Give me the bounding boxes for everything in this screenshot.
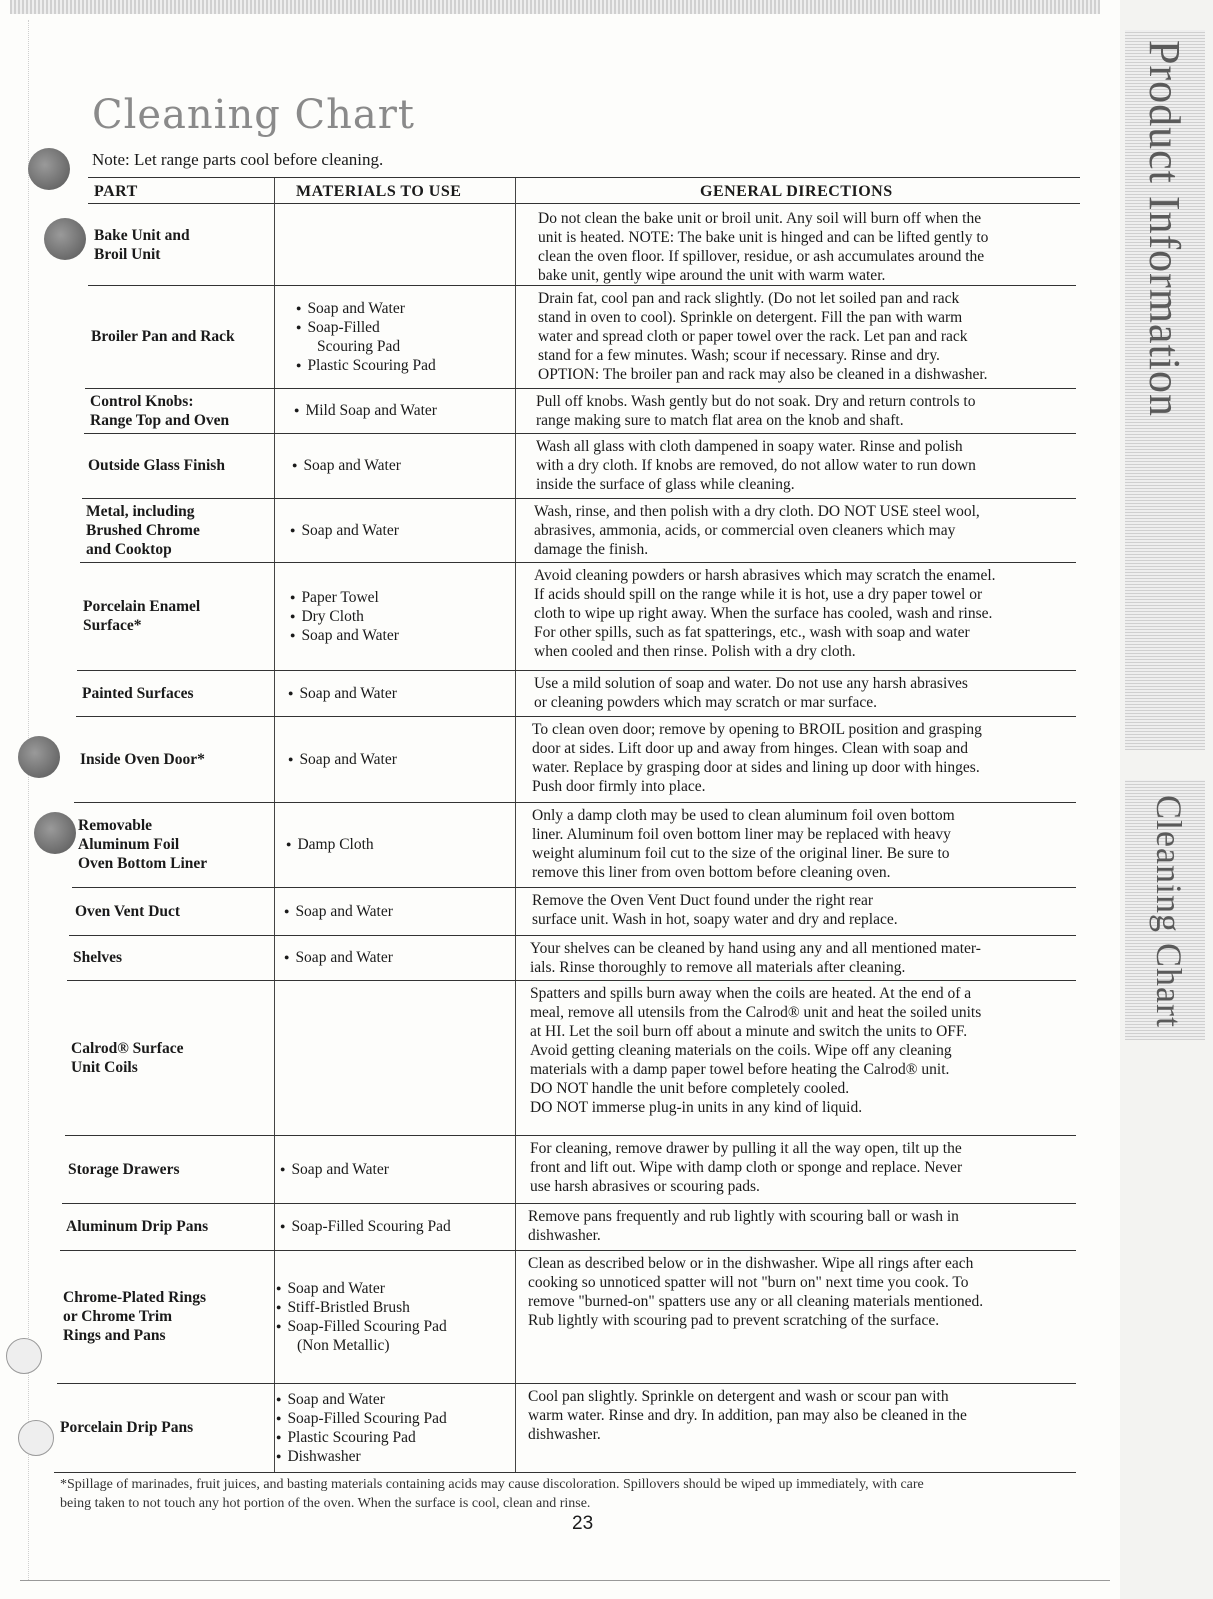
directions-text-line: clean the oven floor. If spillover, residue, or ash accumulates around the: [538, 248, 985, 265]
directions-text-line: damage the finish.: [534, 541, 649, 558]
directions-text-line: or cleaning powders which may scratch or mar surface.: [534, 694, 878, 711]
part-name: [83, 597, 200, 635]
part-name-line: Shelves: [73, 949, 123, 966]
directions-text-line: Your shelves can be cleaned by hand using any and all mentioned mater-: [530, 940, 981, 957]
directions-text: [532, 806, 955, 882]
part-name: [82, 684, 194, 703]
header-top-rule: [88, 177, 1080, 178]
part-name-line: Surface*: [83, 617, 142, 634]
note-text: Note: Let range parts cool before cleaning.: [92, 150, 384, 169]
directions-text-line: bake unit, gently wipe around the unit with warm water.: [538, 267, 886, 284]
directions-text: [538, 209, 988, 285]
directions-text: [534, 502, 980, 559]
directions-text: [530, 1139, 962, 1196]
row-divider: [67, 980, 1076, 981]
directions-text: [532, 891, 898, 929]
header-materials: MATERIALS TO USE: [296, 183, 462, 200]
directions-text-line: door at sides. Lift door up and away from hinges. Clean with soap and: [532, 740, 969, 757]
row-divider: [72, 887, 1076, 888]
materials-list: [280, 1217, 451, 1236]
directions-text-line: cloth to wipe up right away. When the surface has cooled, wash and rinse.: [534, 605, 993, 622]
directions-text-line: at HI. Let the soil burn off about a minute and switch the units to OFF.: [530, 1023, 968, 1040]
part-name-line: Broil Unit: [94, 246, 161, 263]
row-divider: [85, 388, 1076, 389]
part-name-line: or Chrome Trim: [63, 1308, 173, 1325]
directions-text: [530, 984, 981, 1117]
part-name: [66, 1217, 208, 1236]
directions-text-line: For other spills, such as fat spatterings, etc., wash with soap and water: [534, 624, 970, 641]
materials-list: [290, 521, 399, 540]
directions-text: [534, 674, 968, 712]
materials-list: [296, 299, 436, 375]
materials-list-line: ● Paper Towel: [290, 588, 399, 607]
row-divider: [84, 433, 1076, 434]
directions-text-line: remove "burned-on" spatters use any or all cleaning materials mentioned.: [528, 1293, 984, 1310]
directions-text-line: dishwasher.: [528, 1227, 601, 1244]
materials-list-line: ● Soap and Water: [292, 456, 401, 475]
directions-text-line: Cool pan slightly. Sprinkle on detergent and wash or scour pan with: [528, 1388, 949, 1405]
page-marker-dot: [28, 148, 70, 190]
directions-text: [538, 289, 988, 384]
directions-text-line: inside the surface of glass while cleaning.: [536, 476, 795, 493]
directions-text-line: stand in oven to cool). Sprinkle on detergent. Fill the pan with warm: [538, 309, 963, 326]
materials-list: [276, 1390, 447, 1466]
directions-text: [536, 392, 975, 430]
materials-list: [290, 588, 399, 645]
materials-list-line: ● Mild Soap and Water: [294, 401, 437, 420]
row-divider: [57, 1383, 1076, 1384]
materials-list-line: ● Soap and Water: [290, 626, 399, 645]
directions-text-line: DO NOT immerse plug-in units in any kind of liquid.: [530, 1099, 863, 1116]
directions-text-line: For cleaning, remove drawer by pulling it all the way open, tilt up the: [530, 1140, 962, 1157]
footnote-line: being taken to not touch any hot portion of the oven. When the surface is cool, clean and rinse.: [60, 1496, 591, 1511]
row-divider: [62, 1203, 1076, 1204]
directions-text-line: To clean oven door; remove by opening to BROIL position and grasping: [532, 721, 982, 738]
part-name-line: Oven Vent Duct: [75, 902, 181, 920]
materials-list-line: ● Soap and Water: [296, 299, 436, 318]
materials-list: [292, 456, 401, 475]
materials-list-line: ● Plastic Scouring Pad: [276, 1428, 447, 1447]
column-divider-1: [274, 178, 275, 1473]
directions-text-line: Wash all glass with cloth dampened in soapy water. Rinse and polish: [536, 438, 963, 455]
side-tab-product-info-label: Product Information: [1140, 40, 1189, 418]
page-number: 23: [572, 1513, 594, 1534]
materials-list-line: ● Soap and Water: [276, 1279, 447, 1298]
scan-top-border: [10, 0, 1100, 14]
part-name-line: Calrod® Surface: [71, 1039, 184, 1057]
part-name-line: Broiler Pan and Rack: [91, 328, 235, 345]
part-name-line: Brushed Chrome: [86, 521, 200, 539]
directions-text-line: warm water. Rinse and dry. In addition, pan may also be cleaned in the: [528, 1407, 967, 1424]
materials-list-line: (Non Metallic): [297, 1336, 390, 1354]
part-name: [60, 1418, 193, 1437]
directions-text-line: abrasives, ammonia, acids, or commercial oven cleaners which may: [534, 522, 956, 539]
directions-text-line: Do not clean the bake unit or broil unit. Any soil will burn off when the: [538, 210, 982, 227]
directions-text-line: Push door firmly into place.: [532, 778, 706, 795]
part-name-line: Inside Oven Door*: [80, 750, 205, 768]
part-name: [90, 392, 229, 430]
binder-hole: [18, 1420, 54, 1456]
row-marker-dot: [18, 736, 60, 778]
row-marker-dot: [34, 812, 76, 854]
part-name: [63, 1288, 206, 1345]
part-name-line: Outside Glass Finish: [88, 457, 225, 474]
part-name-line: Chrome-Plated Rings: [63, 1289, 207, 1306]
directions-text-line: Wash, rinse, and then polish with a dry cloth. DO NOT USE steel wool,: [534, 503, 980, 520]
materials-list: [280, 1160, 389, 1179]
materials-list-line: ● Dry Cloth: [290, 607, 399, 626]
row-divider: [54, 1472, 1076, 1473]
part-name-line: Painted Surfaces: [82, 684, 194, 702]
directions-text-line: Spatters and spills burn away when the coils are heated. At the end of a: [530, 985, 972, 1002]
directions-text-line: Remove the Oven Vent Duct found under the right rear: [532, 892, 874, 909]
materials-list-line: ● Dishwasher: [276, 1447, 447, 1466]
header-part: PART: [94, 183, 138, 200]
part-name-line: Porcelain Drip Pans: [60, 1419, 194, 1436]
column-divider-2: [515, 178, 516, 1473]
materials-list-line: ● Soap-Filled Scouring Pad: [280, 1217, 451, 1236]
materials-list-line: ● Soap and Water: [280, 1160, 389, 1179]
part-name-line: Aluminum Drip Pans: [66, 1218, 209, 1235]
materials-list: [288, 684, 397, 703]
part-name-line: Control Knobs:: [90, 392, 194, 410]
part-name: [88, 456, 225, 475]
part-name: [86, 502, 200, 559]
part-name: [73, 948, 122, 967]
directions-text: [532, 720, 982, 796]
directions-text-line: Rub lightly with scouring pad to prevent scratching of the surface.: [528, 1312, 940, 1329]
materials-list: [294, 401, 437, 420]
directions-text-line: ials. Rinse thoroughly to remove all materials after cleaning.: [530, 959, 906, 976]
row-divider: [65, 1135, 1076, 1136]
materials-list-line: ● Soap-Filled: [296, 318, 436, 337]
materials-list: [284, 902, 393, 921]
materials-list-line: ● Soap and Water: [284, 948, 393, 967]
row-divider: [82, 498, 1076, 499]
directions-text-line: Avoid cleaning powders or harsh abrasives which may scratch the enamel.: [534, 567, 996, 584]
materials-list-line: ● Soap and Water: [290, 521, 399, 540]
part-name: [94, 226, 190, 264]
side-tab-cleaning-chart-label: Cleaning Chart: [1149, 795, 1189, 1028]
directions-text-line: materials with a damp paper towel before heating the Calrod® unit.: [530, 1061, 950, 1078]
directions-text-line: water. Replace by grasping door at sides and lining up door with hinges.: [532, 759, 980, 776]
directions-text-line: weight aluminum foil cut to the size of the original liner. Be sure to: [532, 845, 950, 862]
directions-text: [528, 1207, 959, 1245]
directions-text-line: Remove pans frequently and rub lightly with scouring ball or wash in: [528, 1208, 959, 1225]
part-name-line: Rings and Pans: [63, 1327, 166, 1344]
directions-text: [528, 1254, 983, 1330]
directions-text-line: If acids should spill on the range while it is hot, use a dry paper towel or: [534, 586, 983, 603]
directions-text-line: with a dry cloth. If knobs are removed, do not allow water to run down: [536, 457, 976, 474]
directions-text-line: remove this liner from oven bottom before cleaning oven.: [532, 864, 891, 881]
directions-text-line: OPTION: The broiler pan and rack may also be cleaned in a dishwasher.: [538, 366, 988, 383]
directions-text: [536, 437, 976, 494]
materials-list-line: ● Soap and Water: [288, 684, 397, 703]
materials-list-line: ● Soap and Water: [288, 750, 397, 769]
row-divider: [77, 670, 1076, 671]
materials-list-line: ● Soap-Filled Scouring Pad: [276, 1409, 447, 1428]
materials-list: [288, 750, 397, 769]
part-name-line: Range Top and Oven: [90, 411, 230, 429]
part-name-line: Aluminum Foil: [78, 836, 180, 853]
materials-list: [276, 1279, 447, 1355]
directions-text-line: unit is heated. NOTE: The bake unit is hinged and can be lifted gently to: [538, 229, 989, 246]
directions-text-line: surface unit. Wash in hot, soapy water and dry and replace.: [532, 911, 898, 928]
materials-list-line: Scouring Pad: [317, 337, 401, 355]
part-name-line: Unit Coils: [71, 1058, 138, 1076]
directions-text-line: dishwasher.: [528, 1426, 601, 1443]
row-divider: [76, 716, 1076, 717]
directions-text-line: Avoid getting cleaning materials on the coils. Wipe off any cleaning: [530, 1042, 952, 1059]
row-divider: [74, 802, 1076, 803]
part-name: [75, 902, 180, 921]
row-divider: [69, 935, 1076, 936]
materials-list: [286, 835, 374, 854]
directions-text: [534, 566, 996, 661]
directions-text-line: liner. Aluminum foil oven bottom liner may be replaced with heavy: [532, 826, 951, 843]
footnote: [60, 1475, 924, 1513]
directions-text-line: Use a mild solution of soap and water. Do not use any harsh abrasives: [534, 675, 968, 692]
part-name-line: Oven Bottom Liner: [78, 855, 208, 872]
footnote-line: *Spillage of marinades, fruit juices, and basting materials containing acids may cause discoloration. Spillovers should be wiped up immediately, with care: [60, 1477, 924, 1492]
directions-text-line: meal, remove all utensils from the Calrod® unit and heat the soiled units: [530, 1004, 982, 1021]
row-marker-dot: [44, 218, 86, 260]
materials-list-line: ● Soap and Water: [284, 902, 393, 921]
row-divider: [80, 562, 1076, 563]
directions-text: [530, 939, 981, 977]
part-name-line: Removable: [78, 817, 153, 834]
materials-list-line: ● Soap-Filled Scouring Pad: [276, 1317, 447, 1336]
directions-text-line: use harsh abrasives or scouring pads.: [530, 1178, 760, 1195]
materials-list-line: ● Plastic Scouring Pad: [296, 356, 436, 375]
directions-text-line: DO NOT handle the unit before completely cooled.: [530, 1080, 850, 1097]
directions-text-line: stand for a few minutes. Wash; scour if necessary. Rinse and dry.: [538, 347, 940, 364]
directions-text-line: water and spread cloth or paper towel over the rack. Let pan and rack: [538, 328, 968, 345]
part-name: [78, 816, 207, 873]
part-name: [91, 327, 235, 346]
part-name: [71, 1039, 183, 1077]
materials-list-line: ● Damp Cloth: [286, 835, 374, 854]
directions-text-line: when cooled and then rinse. Polish with a dry cloth.: [534, 643, 856, 660]
part-name-line: Porcelain Enamel: [83, 598, 201, 615]
materials-list: [284, 948, 393, 967]
directions-text-line: Only a damp cloth may be used to clean aluminum foil oven bottom: [532, 807, 955, 824]
directions-text-line: Clean as described below or in the dishwasher. Wipe all rings after each: [528, 1255, 974, 1272]
binder-hole: [6, 1338, 42, 1374]
directions-text-line: Pull off knobs. Wash gently but do not soak. Dry and return controls to: [536, 393, 976, 410]
page-title: Cleaning Chart: [92, 92, 415, 138]
part-name-line: Storage Drawers: [68, 1160, 180, 1178]
directions-text-line: front and lift out. Wipe with damp cloth or sponge and replace. Never: [530, 1159, 963, 1176]
directions-text: [528, 1387, 967, 1444]
scan-bottom-rule: [20, 1580, 1110, 1581]
part-name-line: Metal, including: [86, 502, 195, 520]
part-name-line: and Cooktop: [86, 540, 172, 558]
part-name-line: Bake Unit and: [94, 227, 190, 244]
directions-text-line: cooking so unnoticed spatter will not "burn on" next time you cook. To: [528, 1274, 969, 1291]
directions-text-line: Drain fat, cool pan and rack slightly. (Do not let soiled pan and rack: [538, 290, 960, 307]
header-directions: GENERAL DIRECTIONS: [700, 183, 893, 200]
header-bottom-rule: [88, 203, 1080, 204]
row-divider: [60, 1250, 1076, 1251]
materials-list-line: ● Stiff-Bristled Brush: [276, 1298, 447, 1317]
part-name: [80, 750, 205, 769]
directions-text-line: range making sure to match flat area on the knob and shaft.: [536, 412, 904, 429]
materials-list-line: ● Soap and Water: [276, 1390, 447, 1409]
row-divider: [88, 285, 1076, 286]
part-name: [68, 1160, 179, 1179]
